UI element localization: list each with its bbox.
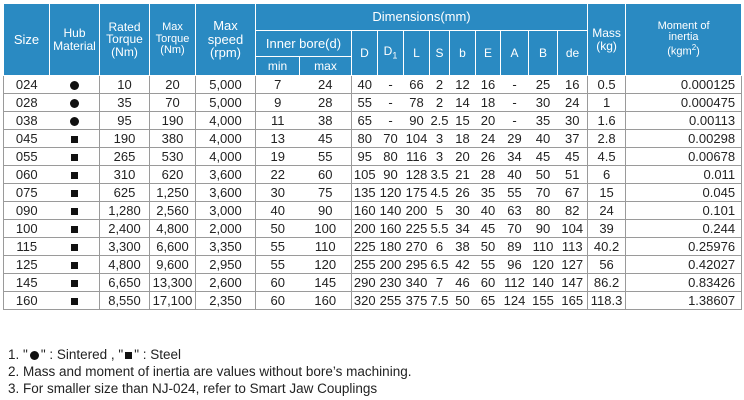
cell-bore-min: 40 bbox=[256, 202, 300, 220]
cell-B: 140 bbox=[529, 274, 558, 292]
cell-bore-max: 28 bbox=[300, 94, 352, 112]
cell-A: 40 bbox=[501, 166, 529, 184]
cell-rated: 35 bbox=[100, 94, 150, 112]
sintered-dot-icon bbox=[30, 351, 39, 360]
cell-E: 28 bbox=[476, 166, 501, 184]
header-b: b bbox=[450, 31, 476, 76]
note-3: 3. For smaller size than NJ-024, refer to Smart Jaw Couplings bbox=[8, 381, 378, 396]
cell-A: 63 bbox=[501, 202, 529, 220]
sintered-dot-icon bbox=[70, 99, 79, 108]
cell-moi: 0.00113 bbox=[626, 112, 742, 130]
cell-mass: 2.8 bbox=[588, 130, 626, 148]
cell-hub-material bbox=[50, 202, 100, 220]
cell-D: 95 bbox=[352, 148, 378, 166]
steel-square-icon bbox=[71, 262, 78, 269]
cell-max-torque: 4,800 bbox=[150, 220, 196, 238]
cell-B: 120 bbox=[529, 256, 558, 274]
cell-E: 40 bbox=[476, 202, 501, 220]
header-L: L bbox=[404, 31, 430, 76]
cell-bore-max: 90 bbox=[300, 202, 352, 220]
cell-E: 18 bbox=[476, 94, 501, 112]
cell-hub-material bbox=[50, 184, 100, 202]
cell-L: 90 bbox=[404, 112, 430, 130]
steel-square-icon bbox=[71, 136, 78, 143]
steel-square-icon bbox=[71, 190, 78, 197]
cell-B: 90 bbox=[529, 220, 558, 238]
header-bore-max: max bbox=[300, 57, 352, 76]
cell-A: - bbox=[501, 94, 529, 112]
cell-bore-max: 100 bbox=[300, 220, 352, 238]
cell-de: 67 bbox=[558, 184, 588, 202]
cell-bore-min: 22 bbox=[256, 166, 300, 184]
header-S: S bbox=[430, 31, 450, 76]
steel-square-icon bbox=[71, 154, 78, 161]
cell-D: 320 bbox=[352, 292, 378, 310]
cell-mass: 24 bbox=[588, 202, 626, 220]
cell-L: 78 bbox=[404, 94, 430, 112]
cell-rated: 95 bbox=[100, 112, 150, 130]
cell-S: 2 bbox=[430, 76, 450, 94]
cell-S: 3.5 bbox=[430, 167, 449, 182]
cell-A: 29 bbox=[501, 130, 529, 148]
cell-size: 060 bbox=[4, 166, 50, 184]
cell-D1: - bbox=[378, 112, 404, 130]
cell-max-torque: 1,250 bbox=[150, 184, 196, 202]
cell-L: 200 bbox=[404, 202, 430, 220]
note-1: 1. " " : Sintered , " " : Steel bbox=[8, 347, 182, 362]
cell-max-torque: 2,560 bbox=[150, 202, 196, 220]
cell-moi: 1.38607 bbox=[626, 292, 742, 310]
cell-S: 3 bbox=[430, 148, 450, 166]
cell-moi: 0.101 bbox=[626, 202, 742, 220]
cell-bore-min: 9 bbox=[256, 94, 300, 112]
cell-mass: 39 bbox=[588, 220, 626, 238]
cell-size: 024 bbox=[4, 76, 50, 94]
cell-D: 160 bbox=[352, 202, 378, 220]
cell-b: 38 bbox=[450, 238, 476, 256]
header-A: A bbox=[501, 31, 529, 76]
cell-rated: 6,650 bbox=[100, 274, 150, 292]
cell-max-torque: 20 bbox=[150, 76, 196, 94]
cell-max-torque: 9,600 bbox=[150, 256, 196, 274]
cell-D: 290 bbox=[352, 274, 378, 292]
cell-A: 89 bbox=[501, 238, 529, 256]
cell-S: 2 bbox=[430, 94, 450, 112]
cell-S: 5 bbox=[430, 202, 450, 220]
cell-mass: 1 bbox=[588, 94, 626, 112]
cell-rated: 310 bbox=[100, 166, 150, 184]
cell-size: 115 bbox=[4, 238, 50, 256]
cell-size: 038 bbox=[4, 112, 50, 130]
table-row bbox=[4, 274, 742, 292]
header-B: B bbox=[529, 31, 558, 76]
cell-max-speed: 3,600 bbox=[196, 166, 256, 184]
cell-B: 35 bbox=[529, 112, 558, 130]
steel-square-icon bbox=[125, 352, 132, 359]
cell-D: 80 bbox=[352, 130, 378, 148]
cell-bore-min: 7 bbox=[256, 76, 300, 94]
cell-hub-material bbox=[50, 112, 100, 130]
cell-moi: 0.000475 bbox=[626, 94, 742, 112]
cell-D1: 80 bbox=[378, 148, 404, 166]
cell-de: 104 bbox=[558, 220, 588, 238]
cell-b: 18 bbox=[450, 130, 476, 148]
cell-D1: - bbox=[378, 76, 404, 94]
cell-mass: 6 bbox=[588, 166, 626, 184]
cell-bore-min: 30 bbox=[256, 184, 300, 202]
note-2: 2. Mass and moment of inertia are values without bore’s machining. bbox=[8, 364, 412, 379]
header-hub-material: Hub Material bbox=[50, 4, 100, 76]
cell-rated: 4,800 bbox=[100, 256, 150, 274]
cell-D1: 120 bbox=[378, 184, 404, 202]
cell-D1: 255 bbox=[378, 292, 404, 310]
cell-bore-min: 60 bbox=[256, 292, 300, 310]
cell-moi: 0.00678 bbox=[626, 148, 742, 166]
cell-S: 4.5 bbox=[430, 185, 449, 200]
cell-L: 116 bbox=[404, 148, 430, 166]
cell-b: 12 bbox=[450, 76, 476, 94]
cell-mass: 40.2 bbox=[588, 238, 626, 256]
cell-size: 045 bbox=[4, 130, 50, 148]
cell-hub-material bbox=[50, 166, 100, 184]
cell-S: 2.5 bbox=[430, 113, 449, 128]
cell-rated: 625 bbox=[100, 184, 150, 202]
cell-b: 14 bbox=[450, 94, 476, 112]
cell-de: 37 bbox=[558, 130, 588, 148]
cell-hub-material bbox=[50, 292, 100, 310]
table-row bbox=[4, 76, 742, 94]
cell-de: 165 bbox=[558, 292, 588, 310]
cell-size: 160 bbox=[4, 292, 50, 310]
header-max-torque: Max Torque (Nm) bbox=[150, 4, 196, 76]
cell-max-speed: 2,600 bbox=[196, 274, 256, 292]
cell-bore-min: 60 bbox=[256, 274, 300, 292]
cell-L: 295 bbox=[404, 256, 430, 274]
cell-bore-min: 55 bbox=[256, 256, 300, 274]
cell-mass: 56 bbox=[588, 256, 626, 274]
cell-b: 42 bbox=[450, 256, 476, 274]
cell-L: 104 bbox=[404, 130, 430, 148]
cell-hub-material bbox=[50, 76, 100, 94]
notes bbox=[8, 346, 411, 397]
cell-max-torque: 620 bbox=[150, 166, 196, 184]
cell-max-speed: 3,350 bbox=[196, 238, 256, 256]
cell-max-speed: 5,000 bbox=[196, 94, 256, 112]
cell-rated: 10 bbox=[100, 76, 150, 94]
cell-D1: 70 bbox=[378, 130, 404, 148]
cell-A: 55 bbox=[501, 184, 529, 202]
cell-max-speed: 4,000 bbox=[196, 112, 256, 130]
cell-b: 46 bbox=[450, 274, 476, 292]
header-mass: Mass (kg) bbox=[588, 4, 626, 76]
header-E: E bbox=[476, 31, 501, 76]
cell-de: 16 bbox=[558, 76, 588, 94]
cell-rated: 3,300 bbox=[100, 238, 150, 256]
cell-E: 45 bbox=[476, 220, 501, 238]
cell-mass: 4.5 bbox=[588, 148, 626, 166]
cell-bore-max: 24 bbox=[300, 76, 352, 94]
cell-moi: 0.25976 bbox=[626, 238, 742, 256]
cell-B: 70 bbox=[529, 184, 558, 202]
cell-D1: 200 bbox=[378, 256, 404, 274]
steel-square-icon bbox=[71, 280, 78, 287]
cell-moi: 0.000125 bbox=[626, 76, 742, 94]
cell-max-speed: 3,000 bbox=[196, 202, 256, 220]
cell-mass: 0.5 bbox=[588, 76, 626, 94]
cell-D1: 160 bbox=[378, 220, 404, 238]
header-max-speed: Max speed (rpm) bbox=[196, 4, 256, 76]
table-row bbox=[4, 220, 742, 238]
cell-B: 45 bbox=[529, 148, 558, 166]
cell-max-speed: 4,000 bbox=[196, 130, 256, 148]
cell-b: 21 bbox=[450, 166, 476, 184]
cell-bore-min: 13 bbox=[256, 130, 300, 148]
cell-L: 375 bbox=[404, 292, 430, 310]
cell-D: 200 bbox=[352, 220, 378, 238]
table-row bbox=[4, 202, 742, 220]
cell-E: 26 bbox=[476, 148, 501, 166]
cell-D: 105 bbox=[352, 166, 378, 184]
cell-moi: 0.83426 bbox=[626, 274, 742, 292]
header-moment-of-inertia: Moment of inertia (kgm$^2$) bbox=[626, 4, 742, 76]
header-bore-min: min bbox=[256, 57, 300, 76]
cell-E: 20 bbox=[476, 112, 501, 130]
steel-square-icon bbox=[71, 298, 78, 305]
cell-E: 65 bbox=[476, 292, 501, 310]
cell-B: 40 bbox=[529, 130, 558, 148]
cell-max-torque: 70 bbox=[150, 94, 196, 112]
cell-B: 80 bbox=[529, 202, 558, 220]
cell-de: 113 bbox=[558, 238, 588, 256]
cell-de: 51 bbox=[558, 166, 588, 184]
sintered-dot-icon bbox=[70, 117, 79, 126]
header-D1: $D_1$ bbox=[378, 31, 404, 76]
header-dimensions: Dimensions(mm) bbox=[256, 4, 588, 31]
cell-B: 110 bbox=[529, 238, 558, 256]
cell-rated: 2,400 bbox=[100, 220, 150, 238]
cell-D1: 180 bbox=[378, 238, 404, 256]
cell-size: 028 bbox=[4, 94, 50, 112]
cell-L: 270 bbox=[404, 238, 430, 256]
cell-D1: 230 bbox=[378, 274, 404, 292]
header-size: Size bbox=[4, 4, 50, 76]
cell-bore-max: 75 bbox=[300, 184, 352, 202]
header-de: de bbox=[558, 31, 588, 76]
cell-S: 5.5 bbox=[430, 221, 449, 236]
cell-D: 65 bbox=[352, 112, 378, 130]
cell-b: 15 bbox=[450, 112, 476, 130]
cell-max-torque: 380 bbox=[150, 130, 196, 148]
cell-S: 3 bbox=[430, 130, 450, 148]
cell-max-torque: 13,300 bbox=[150, 274, 196, 292]
cell-max-speed: 3,600 bbox=[196, 184, 256, 202]
cell-size: 145 bbox=[4, 274, 50, 292]
table-row bbox=[4, 112, 742, 130]
cell-max-speed: 2,350 bbox=[196, 292, 256, 310]
cell-bore-max: 45 bbox=[300, 130, 352, 148]
cell-mass: 1.6 bbox=[588, 112, 626, 130]
cell-L: 128 bbox=[404, 166, 430, 184]
cell-size: 125 bbox=[4, 256, 50, 274]
steel-square-icon bbox=[71, 172, 78, 179]
table-row bbox=[4, 148, 742, 166]
table-row bbox=[4, 94, 742, 112]
cell-A: 70 bbox=[501, 220, 529, 238]
cell-moi: 0.244 bbox=[626, 220, 742, 238]
cell-de: 45 bbox=[558, 148, 588, 166]
cell-moi: 0.045 bbox=[626, 184, 742, 202]
cell-moi: 0.42027 bbox=[626, 256, 742, 274]
cell-hub-material bbox=[50, 94, 100, 112]
header-inner-bore: Inner bore(d) bbox=[256, 31, 352, 57]
cell-D1: 140 bbox=[378, 202, 404, 220]
cell-hub-material bbox=[50, 130, 100, 148]
cell-bore-min: 11 bbox=[256, 112, 300, 130]
cell-E: 35 bbox=[476, 184, 501, 202]
cell-A: 112 bbox=[501, 274, 529, 292]
cell-b: 34 bbox=[450, 220, 476, 238]
cell-b: 30 bbox=[450, 202, 476, 220]
cell-D: 55 bbox=[352, 94, 378, 112]
cell-rated: 1,280 bbox=[100, 202, 150, 220]
cell-bore-max: 60 bbox=[300, 166, 352, 184]
cell-B: 155 bbox=[529, 292, 558, 310]
cell-de: 127 bbox=[558, 256, 588, 274]
cell-A: 96 bbox=[501, 256, 529, 274]
cell-D: 135 bbox=[352, 184, 378, 202]
header-rated-torque: Rated Torque (Nm) bbox=[100, 4, 150, 76]
cell-S: 6 bbox=[430, 238, 450, 256]
cell-moi: 0.011 bbox=[626, 166, 742, 184]
cell-b: 50 bbox=[450, 292, 476, 310]
cell-rated: 190 bbox=[100, 130, 150, 148]
cell-E: 55 bbox=[476, 256, 501, 274]
table-row bbox=[4, 184, 742, 202]
cell-size: 100 bbox=[4, 220, 50, 238]
cell-mass: 15 bbox=[588, 184, 626, 202]
cell-D1: 90 bbox=[378, 166, 404, 184]
cell-bore-max: 55 bbox=[300, 148, 352, 166]
cell-b: 26 bbox=[450, 184, 476, 202]
cell-hub-material bbox=[50, 274, 100, 292]
cell-b: 20 bbox=[450, 148, 476, 166]
cell-S: 7.5 bbox=[430, 293, 449, 308]
cell-S: 7 bbox=[430, 274, 450, 292]
cell-bore-min: 55 bbox=[256, 238, 300, 256]
cell-D1: - bbox=[378, 94, 404, 112]
cell-rated: 265 bbox=[100, 148, 150, 166]
steel-square-icon bbox=[71, 244, 78, 251]
steel-square-icon bbox=[71, 226, 78, 233]
cell-D: 225 bbox=[352, 238, 378, 256]
cell-size: 075 bbox=[4, 184, 50, 202]
cell-mass: 118.3 bbox=[588, 292, 626, 310]
sintered-dot-icon bbox=[70, 81, 79, 90]
cell-hub-material bbox=[50, 256, 100, 274]
cell-max-speed: 2,000 bbox=[196, 220, 256, 238]
table-row bbox=[4, 238, 742, 256]
table-row bbox=[4, 256, 742, 274]
cell-moi: 0.00298 bbox=[626, 130, 742, 148]
table-row bbox=[4, 292, 742, 310]
cell-E: 24 bbox=[476, 130, 501, 148]
cell-size: 090 bbox=[4, 202, 50, 220]
cell-B: 25 bbox=[529, 76, 558, 94]
cell-L: 66 bbox=[404, 76, 430, 94]
cell-bore-max: 110 bbox=[300, 238, 352, 256]
spec-table-body bbox=[4, 76, 742, 310]
cell-max-torque: 190 bbox=[150, 112, 196, 130]
cell-mass: 86.2 bbox=[588, 274, 626, 292]
cell-bore-min: 19 bbox=[256, 148, 300, 166]
steel-square-icon bbox=[71, 208, 78, 215]
cell-A: 124 bbox=[501, 292, 529, 310]
cell-E: 60 bbox=[476, 274, 501, 292]
cell-S: 6.5 bbox=[430, 257, 449, 272]
cell-max-torque: 17,100 bbox=[150, 292, 196, 310]
cell-B: 50 bbox=[529, 166, 558, 184]
cell-E: 50 bbox=[476, 238, 501, 256]
cell-A: 34 bbox=[501, 148, 529, 166]
cell-L: 225 bbox=[404, 220, 430, 238]
cell-D: 40 bbox=[352, 76, 378, 94]
cell-bore-max: 38 bbox=[300, 112, 352, 130]
cell-de: 30 bbox=[558, 112, 588, 130]
cell-max-torque: 530 bbox=[150, 148, 196, 166]
cell-de: 24 bbox=[558, 94, 588, 112]
cell-hub-material bbox=[50, 148, 100, 166]
cell-max-speed: 5,000 bbox=[196, 76, 256, 94]
cell-L: 340 bbox=[404, 274, 430, 292]
cell-bore-max: 145 bbox=[300, 274, 352, 292]
cell-bore-max: 160 bbox=[300, 292, 352, 310]
cell-L: 175 bbox=[404, 184, 430, 202]
table-row bbox=[4, 130, 742, 148]
cell-max-torque: 6,600 bbox=[150, 238, 196, 256]
header-D: D bbox=[352, 31, 378, 76]
cell-B: 30 bbox=[529, 94, 558, 112]
cell-hub-material bbox=[50, 238, 100, 256]
cell-hub-material bbox=[50, 220, 100, 238]
table-row bbox=[4, 166, 742, 184]
cell-D: 255 bbox=[352, 256, 378, 274]
spec-table bbox=[3, 3, 742, 310]
cell-bore-min: 50 bbox=[256, 220, 300, 238]
cell-max-speed: 4,000 bbox=[196, 148, 256, 166]
cell-E: 16 bbox=[476, 76, 501, 94]
cell-A: - bbox=[501, 76, 529, 94]
cell-A: - bbox=[501, 112, 529, 130]
cell-de: 82 bbox=[558, 202, 588, 220]
cell-size: 055 bbox=[4, 148, 50, 166]
cell-max-speed: 2,950 bbox=[196, 256, 256, 274]
cell-bore-max: 120 bbox=[300, 256, 352, 274]
cell-de: 147 bbox=[558, 274, 588, 292]
cell-rated: 8,550 bbox=[100, 292, 150, 310]
